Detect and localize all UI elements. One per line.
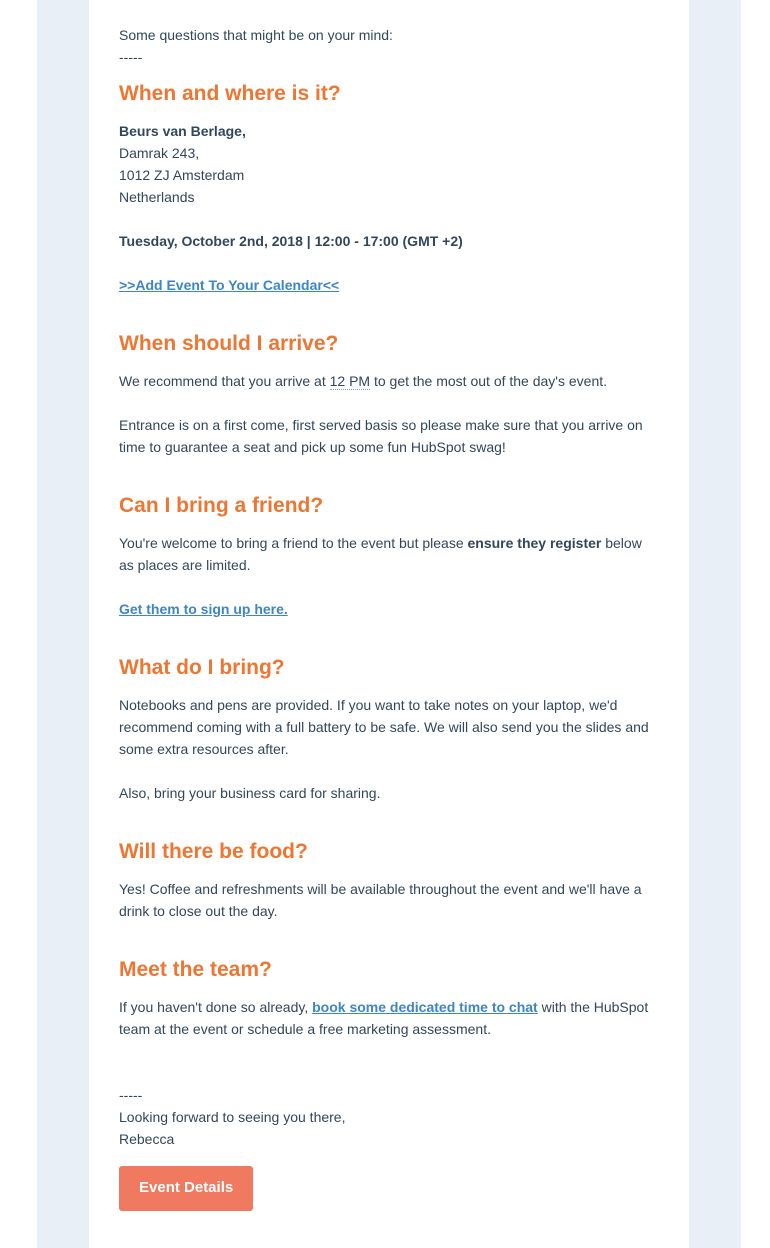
friend-signup-link[interactable]: Get them to sign up here. [119,601,288,617]
address-line-2: 1012 ZJ Amsterdam [119,167,245,183]
arrive-text-after: to get the most out of the day's event. [370,373,608,389]
arrive-time: 12 PM [329,373,371,389]
arrive-paragraph-1 [119,370,659,392]
signoff-separator: ----- [119,1087,143,1103]
signoff-name: Rebecca [119,1131,175,1147]
event-datetime: Tuesday, October 2nd, 2018 | 12:00 - 17:00 (GMT +2) [119,233,463,249]
intro-text: Some questions that might be on your mind: [119,27,393,43]
friend-text-after: below as places are limited. [119,535,642,573]
arrive-text-before: We recommend that you arrive at [119,373,330,389]
team-paragraph [119,996,659,1040]
email-body-card [89,0,689,1248]
friend-text-before: You're welcome to bring a friend to the event but please [119,535,468,551]
email-content [119,24,659,1211]
team-text-before: If you haven't done so already, [119,999,313,1015]
arrive-paragraph-2: Entrance is on a first come, first served basis so please make sure that you arrive on time to guarantee a seat and pick up some fun HubSpot swag! [119,417,643,455]
address-line-3: Netherlands [119,189,195,205]
signoff-line: Looking forward to seeing you there, [119,1109,346,1125]
friend-text-bold: ensure they register [467,535,602,551]
event-details-button[interactable]: Event Details [119,1166,253,1211]
friend-paragraph [119,532,659,576]
address-line-1: Damrak 243, [119,145,200,161]
book-time-link[interactable]: book some dedicated time to chat [312,999,538,1015]
team-text-after: with the HubSpot team at the event or schedule a free marketing assessment. [119,999,649,1037]
heading-meet-team: Meet the team? [119,958,272,981]
heading-when-where: When and where is it? [119,82,341,105]
heading-when-arrive: When should I arrive? [119,332,339,355]
heading-what-bring: What do I bring? [119,656,285,679]
bring-paragraph-1: Notebooks and pens are provided. If you want to take notes on your laptop, we'd recommend coming with a full battery to be safe. We will also send you the slides and some extra resources after. [119,697,649,757]
separator: ----- [119,49,143,65]
add-to-calendar-link[interactable]: >>Add Event To Your Calendar<< [119,277,340,293]
venue-name: Beurs van Berlage, [119,123,246,139]
bring-paragraph-2: Also, bring your business card for sharing. [119,785,381,801]
heading-food: Will there be food? [119,840,308,863]
food-paragraph: Yes! Coffee and refreshments will be available throughout the event and we'll have a drink to close out the day. [119,881,642,919]
heading-bring-friend: Can I bring a friend? [119,494,324,517]
